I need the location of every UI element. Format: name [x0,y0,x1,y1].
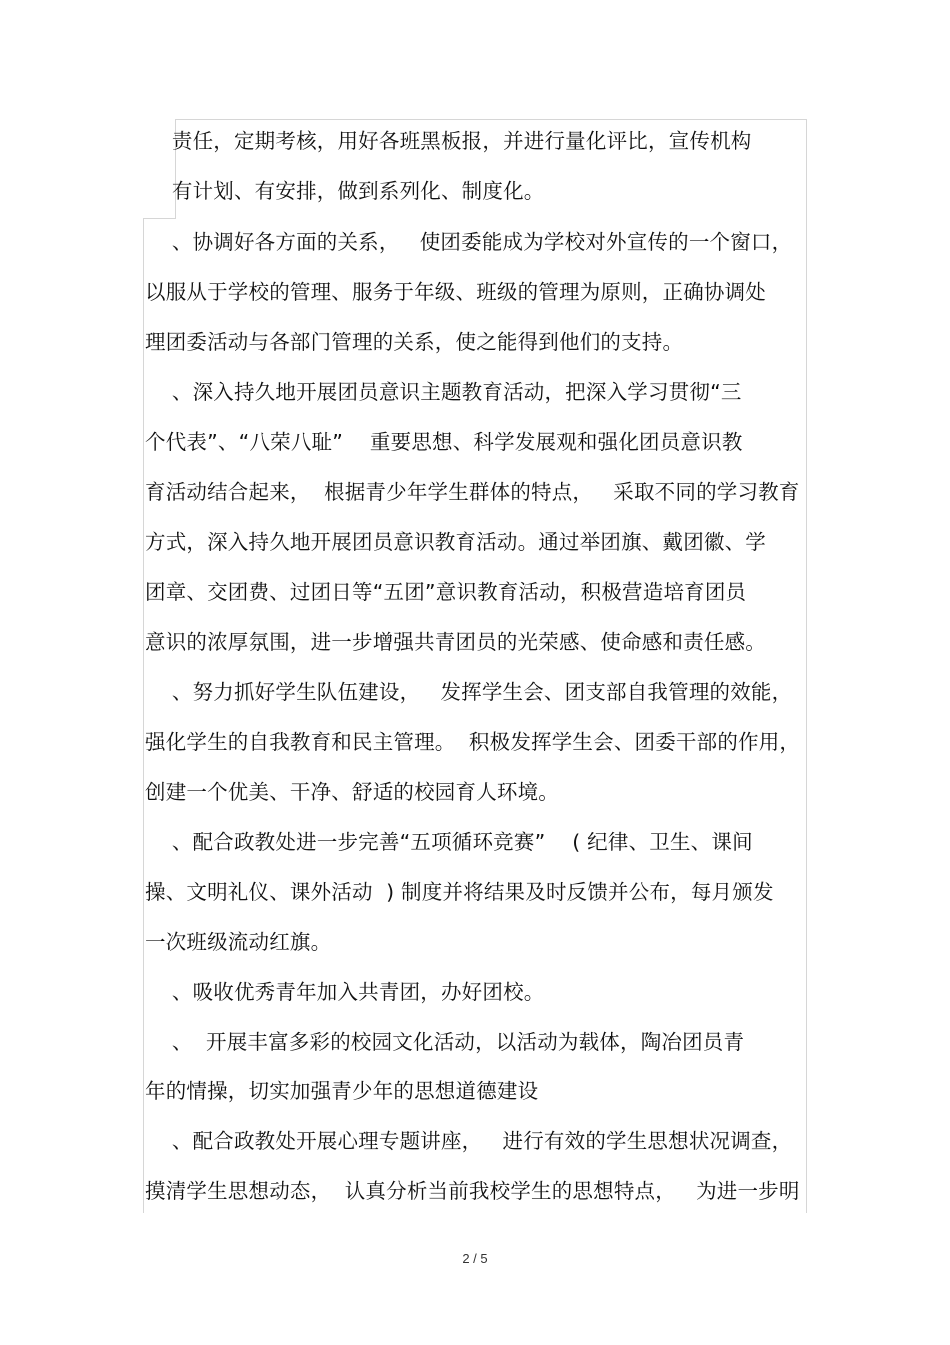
text-line: 、深入持久地开展团员意识主题教育活动，把深入学习贯彻“三 [145,380,742,404]
frame-right-border [806,119,807,1213]
text-line: 方式，深入持久地开展团员意识教育活动。通过举团旗、戴团徽、学 [145,530,766,554]
text-line: 团章、交团费、过团日等“五团”意识教育活动，积极营造培育团员 [145,580,747,604]
text-line: 强化学生的自我教育和民主管理。 积极发挥学生会、团委干部的作用， [145,730,801,754]
text-line: 操、文明礼仪、课外活动 ) 制度并将结果及时反馈并公布，每月颁发 [145,880,774,904]
text-line: 以服从于学校的管理、服务于年级、班级的管理为原则，正确协调处 [145,280,766,304]
text-line: 、配合政教处进一步完善“五项循环竞赛” ( 纪律、卫生、课间 [145,830,753,854]
text-line: 育活动结合起来， 根据青少年学生群体的特点， 采取不同的学习教育 [145,480,800,504]
text-line: 责任，定期考核，用好各班黑板报，并进行量化评比，宣传机构 [145,129,752,153]
text-line: 意识的浓厚氛围，进一步增强共青团员的光荣感、使命感和责任感。 [145,630,766,654]
text-line: 年的情操，切实加强青少年的思想道德建设 [145,1079,539,1103]
text-line: 、吸收优秀青年加入共青团，办好团校。 [145,980,545,1004]
page-number: 2 / 5 [462,1251,488,1266]
text-line: 、协调好各方面的关系， 使团委能成为学校对外宣传的一个窗口， [145,230,793,254]
frame-left-border [143,218,144,1213]
frame-top-border [175,119,806,120]
text-line: 有计划、有安排，做到系列化、制度化。 [145,179,545,203]
text-line: 、努力抓好学生队伍建设， 发挥学生会、团支部自我管理的效能， [145,680,793,704]
text-line: 理团委活动与各部门管理的关系，使之能得到他们的支持。 [145,330,684,354]
text-line: 个代表”、“八荣八耻” 重要思想、科学发展观和强化团员意识教 [145,430,743,454]
text-line: 创建一个优美、干净、舒适的校园育人环境。 [145,780,559,804]
text-line: 、 开展丰富多彩的校园文化活动，以活动为载体，陶冶团员青 [145,1030,745,1054]
text-line: 摸清学生思想动态， 认真分析当前我校学生的思想特点， 为进一步明 [145,1179,800,1203]
text-line: 一次班级流动红旗。 [145,930,332,954]
frame-step-border [143,218,176,219]
text-line: 、配合政教处开展心理专题讲座， 进行有效的学生思想状况调查， [145,1129,793,1153]
